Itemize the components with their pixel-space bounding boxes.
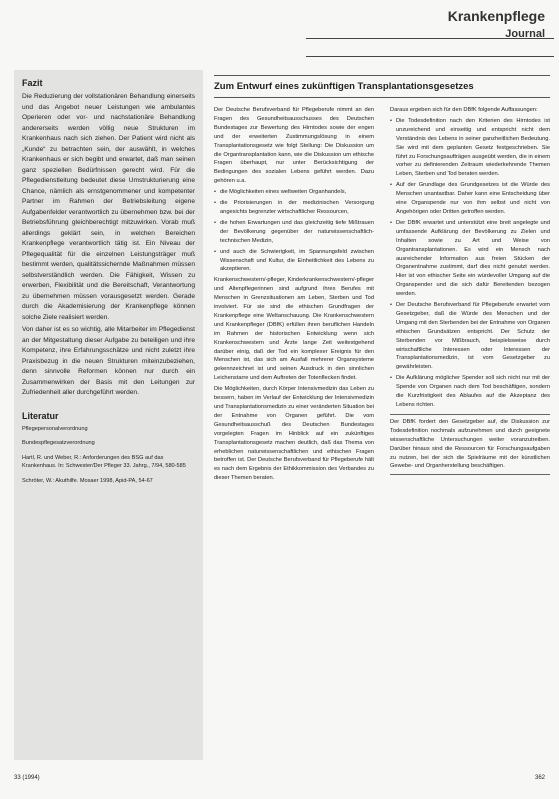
sidebar-heading: Fazit [22,78,43,88]
article-paragraph: Der Deutsche Berufsverband für Pflegeberufe nimmt an den Fragen des Gesundheitsausschusses des Deutschen Bundestages zur Bewertung des Hirntodes sowie der engen und der erweiterten Zustimmungslösung in einem Transplantationsgesetz wie folgt Stellung: Die Diskussion um die Organtransplantation kann, wie die Diskussion um ethische Fragen überhaupt, nur unter Berücksichtigung der Bedingungen des sozialen Lebens geführt werden. Dazu gehören u.a. [214,107,374,185]
literature-section [22,411,195,486]
bullet-item: • Der DBfK erwartet und unterstützt eine breit angelegte und umfassende Aufklärung der Bevölkerung zu Zielen und Inhalten sowie zu Art und Weise von Organtransplantationen. Es wird ein Mensch nach ausreichender Information aus freien Stücken der Organentnahme zustimmt, darf dies nicht genutzt werden. Hier ist von ethischer Seite ein würdevoller Umgang auf die Organspender und die sich dafür Bereitenden bezogen werden. [390,219,550,299]
header-rule [306,38,554,39]
magazine-title: Krankenpflege [447,8,545,24]
bullet-item: • und auch die Schwierigkeit, im Spannungsfeld zwischen Wissenschaft und Kultur, die Einheitlichkeit des Lebens zu akzeptieren. [214,248,374,275]
demand-box: Der DBfK fordert den Gesetzgeber auf, die Diskussion zur Todesdefinition nochmals aufzunehmen und durch geeignete wissenschaftliche Untersuchungen weiter voranzutreiben. Darüber hinaus sind die Ressourcen für Forschungsaufgaben zu nutzen, bei der sich die Spielräume mit der künstlichen Gewebe- und Organherstellung beschäftigen. [390,414,550,475]
bullet-list [214,188,374,274]
article-column-right [390,106,550,485]
bullet-list [390,117,550,410]
sidebar-box [14,70,203,760]
article-paragraph: Die Möglichkeiten, durch Körper Intensivmedizin das Leben zu bessern, haben im Verlauf der Entwicklung der Intensivmedizin und Transplantationsmedizin zu einer veränderten Situation bei der Entnahme von Organen geführt. Die vom Gesundheitsausschuß des Deutschen Bundestages vorgelegten Fragen im Hinblick auf ein zukünftiges Transplantationsgesetz machen deutlich, daß das Thema von erheblichen naturwissenschaftlichen und ethischen Fragen betroffen ist. Der Deutsche Berufsverband für Pflegeberufe hält es nach dem Ergebnis der Ethikkommission des Verbandes zu dieser Themen beraten. [214,386,374,482]
header-rule-lower [306,56,554,57]
magazine-subtitle: Journal [505,28,545,40]
bullet-item: • Auf der Grundlage des Grundgesetzes ist die Würde des Menschen unantastbar. Daher kann eine Entscheidung über eine Organspende nur von ihm selbst und nicht von Angehörigen oder Dritten getroffen werden. [390,181,550,217]
bullet-item: • die hohen Erwartungen und das gleichzeitig tiefe Mißtrauen der Bevölkerung gegenüber der naturwissenschaftlich-technischen Medizin, [214,219,374,246]
page-footer [14,775,545,787]
headline-rule [214,97,550,98]
masthead [448,8,545,40]
article-title: Zum Entwurf eines zukünftigen Transplantationsgesetzes [214,81,474,92]
article-columns [214,106,550,485]
literature-item: Hartl, R. und Weber, R.: Anforderungen des BSG auf das Krankenhaus. In: Schwester/Der Pfleger 33. Jahrg., 7/94, 580-585 [22,454,186,470]
page-number: 362 [534,775,545,781]
headline-rule [214,75,550,76]
literature-heading: Literatur [22,410,59,421]
issue-number: 33 (1994) [14,775,40,781]
literature-item: Pflegepersonalverordnung [22,425,88,432]
bullet-item: • Die Todesdefinition nach den Kriterien des Hirntodes ist unzureichend und einseitig und entspricht nicht dem Verständnis des Lebens in seiner ganzheitlichen Bedeutung. Sie wird mit dem geplanten Gesetz festgeschrieben. Sie führt zu Forschungsaufträgen ausgeübt werden, die in einem vorher zu definierenden Zeitraum wiederkehrende Themen Leben, Sterben und Tod beraten werden. [390,117,550,179]
article-column-left [214,106,374,485]
literature-item: Bundespflegesatzverordnung [22,440,95,447]
article [214,75,550,765]
literature-item: Schröter, W.: Akuthilfe. Mosaer 1998, Apid-PA, 54-67 [22,477,153,484]
article-paragraph: Krankenschwestern/-pfleger, Kinderkrankenschwestern/-pfleger und Altenpflegerinnen sind aufgrund ihres Berufes mit Menschen in Grenzsituationen am Leben, Sterben und Tod involviert. Für sie sind die ethischen Grundfragen der Krankenpflege eine Weltanschauung. Die Krankenschwestern und Krankenpfleger (DBfK) erfüllen ihren beruflichen Handeln im Rahmen der historischen Entwicklung wenn sich Krankenschwestern und Ärzte lange Zeit weitestgehend darüber einig, daß der Tod ein komplexer Ereignis für den Menschen ist, das sich am Ausfall mehrerer Organsysteme gekennzeichnet ist und seinen Ausdruck in den sinnlichen Leichenstarre und dem Auftreten der Totenflecken findet. [214,277,374,382]
article-paragraph: Daraus ergeben sich für den DBfK folgende Auffassungen: [390,107,538,113]
sidebar-paragraph: Von daher ist es so wichtig, alle Mitarbeiter im Pflegedienst an der Mitgestaltung dieser Aufgabe zu beteiligen und ihre Kompetenz, ihre Erfahrungsschätze und nicht zuletzt ihre Praxisbezug in die neuen Strukturen miteinzubeziehen, denn sinnvolle Reformen können nur durch ein Zusammenwirken der Basis mit den Leitungen zur Zufriedenheit aller durchgeführt werden. [22,326,195,396]
bullet-item: • Der Deutsche Berufsverband für Pflegeberufe erwartet vom Gesetzgeber, daß die Würde des Menschen und der Umgang mit den Sterbenden bei der Entnahme von Organen ethischen Grundsätzen entspricht. Der Schutz der Sterbenden vor Mißbrauch, beispielsweise durch wirtschaftliche Interessen oder Interessen der Transplantationsmedizin, ist vom Gesetzgeber zu gewährleisten. [390,301,550,372]
bullet-item: • Die Aufklärung möglicher Spender soll sich nicht nur mit der Spende von Organen nach dem Tod beschäftigen, sondern die Kurzfristigkeit des Ablaufes auf die Akzeptanz des Lebens richten. [390,374,550,410]
bullet-item: • die Möglichkeiten eines weltweiten Organhandels, [214,188,374,197]
bullet-item: • die Priorisierungen in der medizinischen Versorgung angesichts begrenzter wirtschaftlicher Ressourcen, [214,199,374,217]
sidebar-paragraph: Die Reduzierung der vollstationären Behandlung einerseits und das Angebot neuer Leistungen wie ambulantes Operieren oder vor- und nachstationäre Behandlung andererseits werden völlig neue Strukturen im Krankenhaus nach sich ziehen. Der Patient wird nicht als „Kunde“ zu betrachten sein, der auswählt, in welches Krankenhaus er sich begibt und erwartet, daß man seinen ganz speziellen Bedürfnissen gerecht wird. Für die Pflegedienstleitung bedeutet diese Umstrukturierung eine Chance, nämlich als ernstgenommener und kompetenter Partner im Rahmen der Betriebsleitung eigene Aufgabenfelder verantwortlich zu übernehmen bzw. bei der Betriebsführung gleichberechtigt mitzuwirken. Vorab muß allerdings geklärt sein, in welchen Bereichen Krankenpflege verantwortlich tätig ist. Ein Niveau der Pflegequalität für die einzelnen Leistungsträger muß bestimmt werden, qualitätssichernde Maßnahmen müssen selbstverständlich werden. Die Fähigkeit, Wissen zu erwerben, Flexibilität und die Bereitschaft, Verantwortung zu übernehmen müssen vorausgesetzt werden. Gerade durch die Akademisierung der Krankenpflege können solche Ziele realisiert werden. [22,93,195,321]
